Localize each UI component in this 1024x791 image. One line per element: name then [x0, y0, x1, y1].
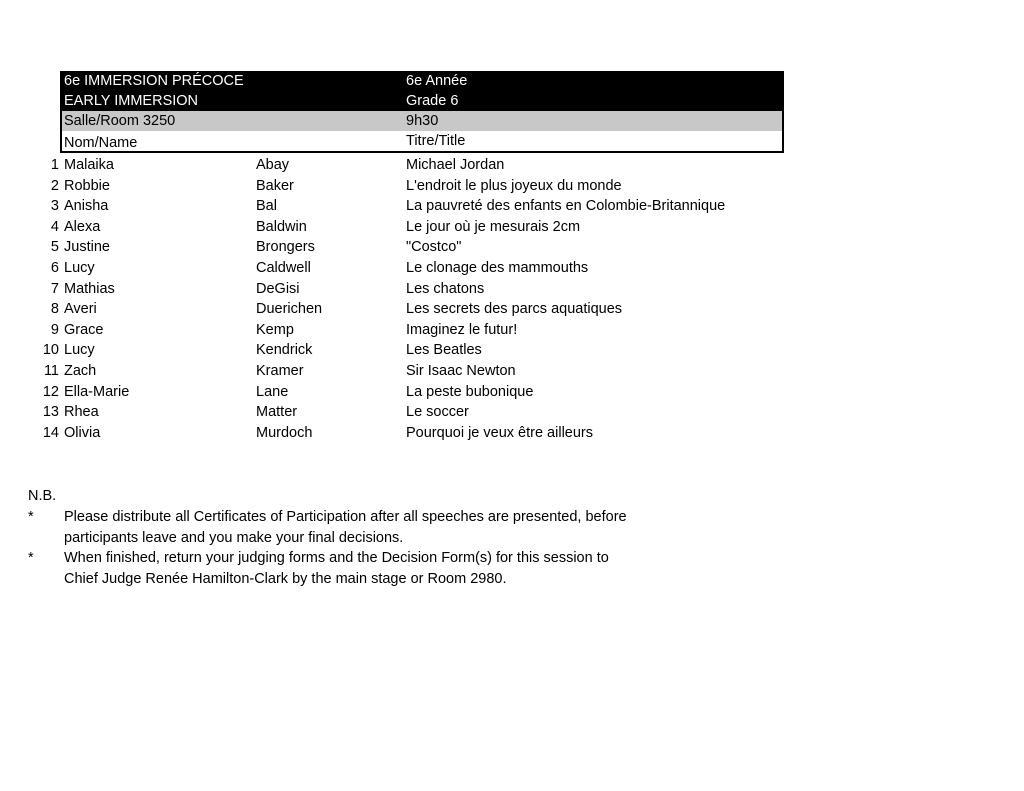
- first-name: Robbie: [64, 177, 110, 194]
- speech-title: Le soccer: [406, 404, 469, 421]
- first-name: Anisha: [64, 198, 109, 215]
- table-row: [0, 196, 800, 217]
- first-name: Ella-Marie: [64, 383, 130, 400]
- participant-number: 1: [50, 157, 59, 173]
- first-name: Mathias: [64, 280, 115, 297]
- speech-title: Sir Isaac Newton: [406, 363, 516, 379]
- first-name: Grace: [64, 321, 104, 338]
- column-name: Nom/Name: [64, 135, 138, 151]
- speech-title: Les secrets des parcs aquatiques: [406, 301, 623, 318]
- table-row: [0, 258, 800, 279]
- table-row: [0, 402, 800, 423]
- participant-number: 4: [50, 218, 59, 235]
- speech-title: Le clonage des mammouths: [406, 260, 589, 276]
- table-row: [0, 299, 800, 320]
- participant-number: 8: [50, 301, 59, 318]
- participant-number: 9: [50, 321, 59, 338]
- header-row-program: [60, 71, 784, 91]
- speech-title: La peste bubonique: [406, 383, 534, 400]
- note-1-line-2: participants leave and you make your final decisions.: [64, 529, 404, 546]
- participant-number: 13: [42, 404, 59, 421]
- speech-title: Imaginez le futur!: [406, 321, 518, 338]
- table-row: [0, 155, 800, 176]
- session-time: 9h30: [406, 113, 439, 129]
- first-name: Malaika: [64, 157, 114, 173]
- participant-number: 14: [42, 424, 59, 441]
- table-row: [0, 423, 800, 444]
- participant-number: 3: [50, 198, 59, 215]
- column-title: Titre/Title: [406, 133, 466, 149]
- notes-heading: N.B.: [28, 488, 57, 504]
- last-name: Murdoch: [256, 424, 313, 441]
- last-name: Kramer: [256, 363, 304, 379]
- header-row-columns: [60, 131, 784, 153]
- last-name: Kendrick: [256, 342, 313, 359]
- table-row: [0, 361, 800, 382]
- program-french: 6e IMMERSION PRÉCOCE: [64, 73, 244, 89]
- table-row: [0, 320, 800, 341]
- table-row: [0, 237, 800, 258]
- last-name: Brongers: [256, 239, 315, 256]
- participant-number: 7: [50, 280, 59, 297]
- grade-french: 6e Année: [406, 73, 468, 89]
- speech-title: Les Beatles: [406, 342, 482, 359]
- participant-number: 12: [42, 383, 59, 400]
- speech-title: Pourquoi je veux être ailleurs: [406, 424, 593, 441]
- first-name: Olivia: [64, 424, 101, 441]
- speech-title: Les chatons: [406, 280, 485, 297]
- participant-number: 6: [50, 260, 59, 276]
- note-bullet: *: [28, 550, 34, 567]
- last-name: Baker: [256, 177, 294, 194]
- speech-title: Le jour où je mesurais 2cm: [406, 218, 581, 235]
- last-name: Bal: [256, 198, 277, 215]
- first-name: Lucy: [64, 342, 95, 359]
- note-2-line-1: When finished, return your judging forms and the Decision Form(s) for this session to: [64, 550, 609, 567]
- first-name: Alexa: [64, 218, 101, 235]
- first-name: Rhea: [64, 404, 99, 421]
- note-bullet: *: [28, 508, 34, 525]
- first-name: Justine: [64, 239, 110, 256]
- last-name: DeGisi: [256, 280, 300, 297]
- header-row-program-english: [60, 91, 784, 111]
- table-row: [0, 382, 800, 403]
- table-row: [0, 217, 800, 238]
- last-name: Lane: [256, 383, 289, 400]
- last-name: Caldwell: [256, 260, 311, 276]
- note-2-line-2: Chief Judge Renée Hamilton-Clark by the main stage or Room 2980.: [64, 571, 507, 588]
- last-name: Duerichen: [256, 301, 323, 318]
- program-english: EARLY IMMERSION: [64, 93, 199, 109]
- participant-number: 11: [43, 363, 59, 379]
- table-row: [0, 279, 800, 300]
- speech-title: La pauvreté des enfants en Colombie-Britannique: [406, 198, 726, 215]
- grade-english: Grade 6: [406, 93, 459, 109]
- table-row: [0, 340, 800, 361]
- speech-title: "Costco": [406, 239, 462, 256]
- participant-number: 2: [50, 177, 59, 194]
- last-name: Abay: [256, 157, 290, 173]
- last-name: Matter: [256, 404, 298, 421]
- notes-section: [28, 486, 627, 590]
- first-name: Lucy: [64, 260, 95, 276]
- participant-number: 5: [50, 239, 59, 256]
- speech-title: L'endroit le plus joyeux du monde: [406, 177, 622, 194]
- speech-title: Michael Jordan: [406, 157, 505, 173]
- header-row-room: [60, 111, 784, 131]
- last-name: Baldwin: [256, 218, 307, 235]
- first-name: Zach: [64, 363, 97, 379]
- note-1-line-1: Please distribute all Certificates of Participation after all speeches are presented, before: [64, 508, 627, 525]
- table-row: [0, 176, 800, 197]
- participant-number: 10: [42, 342, 59, 359]
- last-name: Kemp: [256, 321, 294, 338]
- room-label: Salle/Room 3250: [64, 113, 176, 129]
- first-name: Averi: [64, 301, 97, 318]
